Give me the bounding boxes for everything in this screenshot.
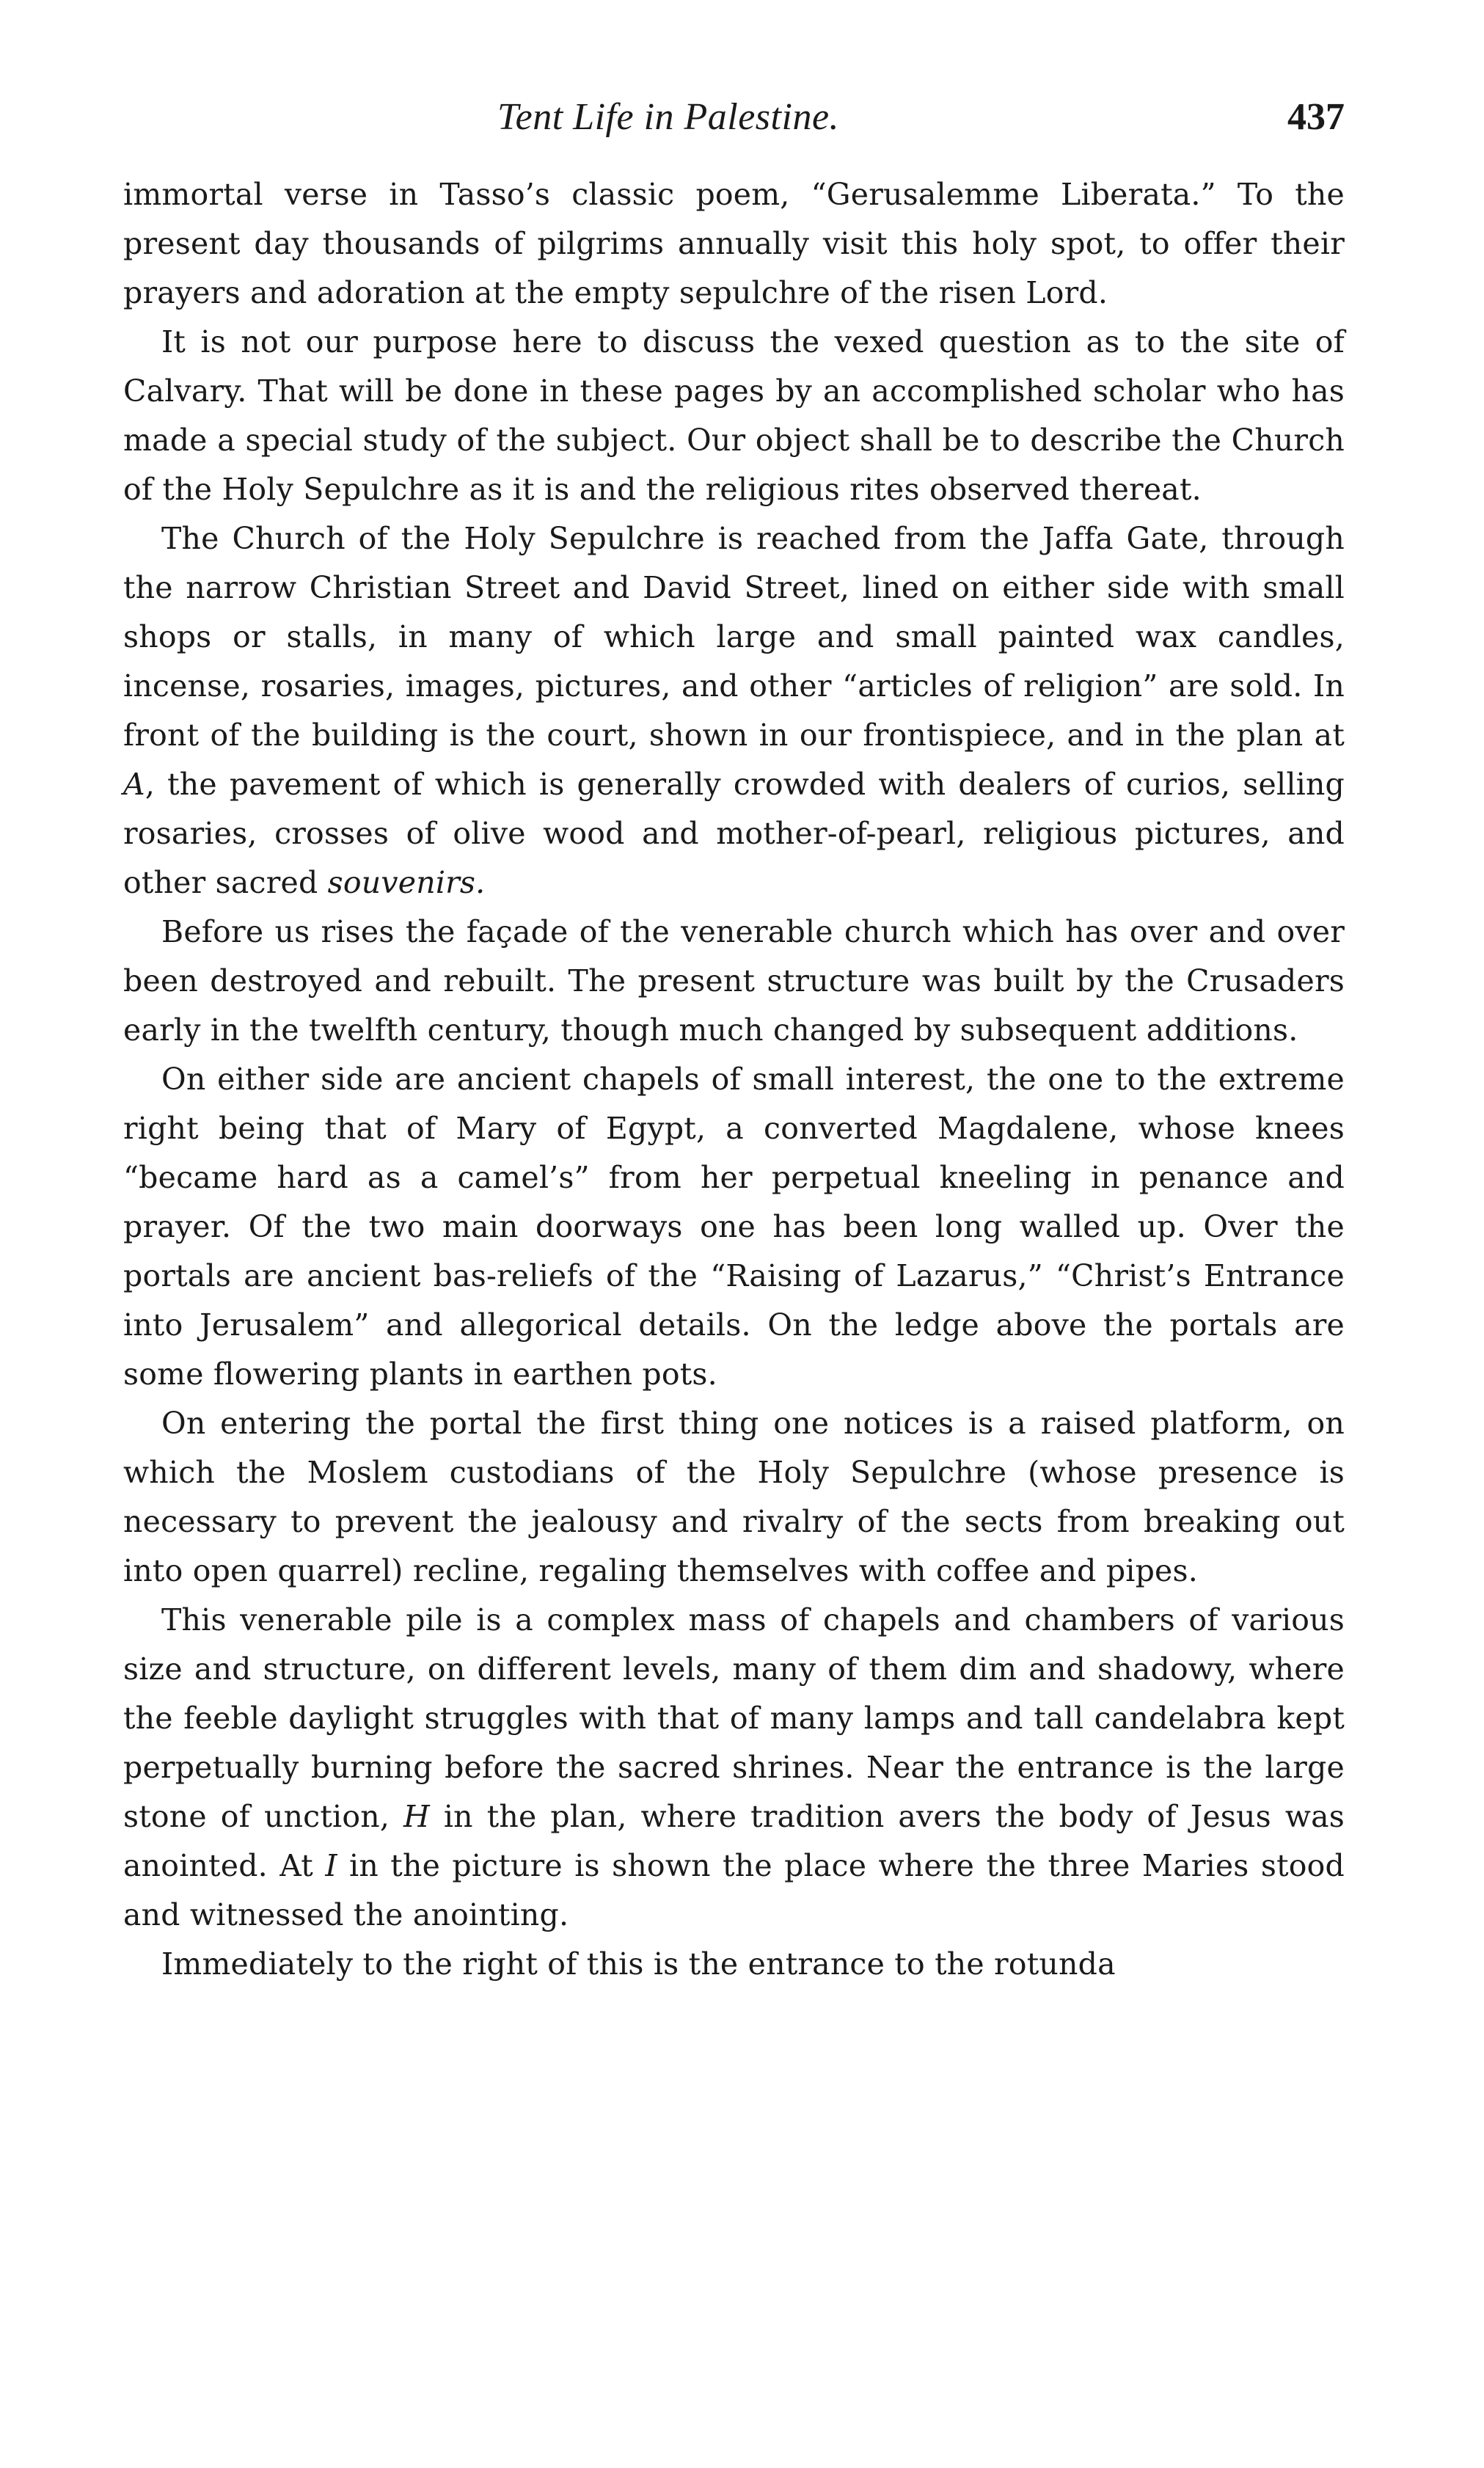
paragraph	[123, 318, 1345, 514]
paragraph	[123, 1055, 1345, 1399]
paragraph	[123, 170, 1345, 318]
paragraph	[123, 1399, 1345, 1596]
paragraph-text: , the pavement of which is generally crowded with dealers of curios, selling rosaries, crosses of olive wood and mother-of-pearl, religious pictures, and other sacred	[123, 767, 1345, 900]
paragraph-text: On entering the portal the first thing one notices is a raised platform, on which the Moslem custodians of the Holy Sepulchre (whose presence is necessary to prevent the jealousy and rivalry of the sects from breaking out into open quarrel) recline, regaling themselves with coffee and pipes.	[123, 1406, 1345, 1588]
paragraph-text: Before us rises the façade of the venerable church which has over and over been destroyed and rebuilt. The present structure was built by the Crusaders early in the twelfth century, though much changed by subsequent additions.	[123, 914, 1345, 1048]
paragraph-text: It is not our purpose here to discuss the vexed question as to the site of Calvary. That will be done in these pages by an accomplished scholar who has made a special study of the subject. Our object shall be to describe the Church of the Holy Sepulchre as it is and the religious rites observed thereat.	[123, 324, 1345, 507]
paragraph	[123, 1596, 1345, 1940]
paragraph-text: This venerable pile is a complex mass of chapels and chambers of various size and structure, on different levels, many of them dim and shadowy, where the feeble daylight struggles with that of many lamps and tall candelabra kept perpetually burning before the sacred shrines. Near the entrance is the large stone of unction,	[123, 1602, 1345, 1834]
running-title: Tent Life in Palestine.	[497, 96, 840, 138]
paragraph-text: On either side are ancient chapels of small interest, the one to the extreme right being that of Mary of Egypt, a converted Magdalene, whose knees “became hard as a camel’s” from her perpetual kneeling in penance and prayer. Of the two main doorways one has been long walled up. Over the portals are ancient bas-reliefs of the “Raising of Lazarus,” “Christ’s Entrance into Jerusalem” and allegorical details. On the ledge above the portals are some flowering plants in earthen pots.	[123, 1062, 1345, 1392]
paragraph	[123, 514, 1345, 908]
paragraph-text: Immediately to the right of this is the entrance to the rotunda	[161, 1946, 1116, 1982]
italic-text: A	[123, 767, 145, 802]
book-page	[123, 95, 1345, 1989]
page-header	[123, 95, 1345, 154]
paragraph	[123, 908, 1345, 1055]
italic-text: I	[325, 1848, 337, 1883]
paragraph-text: The Church of the Holy Sepulchre is reached from the Jaffa Gate, through the narrow Christian Street and David Street, lined on either side with small shops or stalls, in many of which large and small painted wax candles, incense, rosaries, images, pictures, and other “articles of religion” are sold. In front of the building is the court, shown in our frontispiece, and in the plan at	[123, 521, 1345, 753]
paragraph-text: immortal verse in Tasso’s classic poem, “Gerusalemme Liberata.” To the present day thousands of pilgrims annually visit this holy spot, to offer their prayers and adoration at the empty sepulchre of the risen Lord.	[123, 177, 1345, 310]
body-text	[123, 170, 1345, 1989]
italic-text: souvenirs.	[327, 865, 486, 900]
italic-text: H	[403, 1799, 430, 1834]
page-number: 437	[1287, 96, 1345, 138]
paragraph-text: in the plan, where tradition avers the body of Jesus was anointed. At	[123, 1799, 1345, 1883]
paragraph	[123, 1940, 1345, 1989]
paragraph-text: in the picture is shown the place where the three Maries stood and witnessed the anointing.	[123, 1848, 1345, 1932]
